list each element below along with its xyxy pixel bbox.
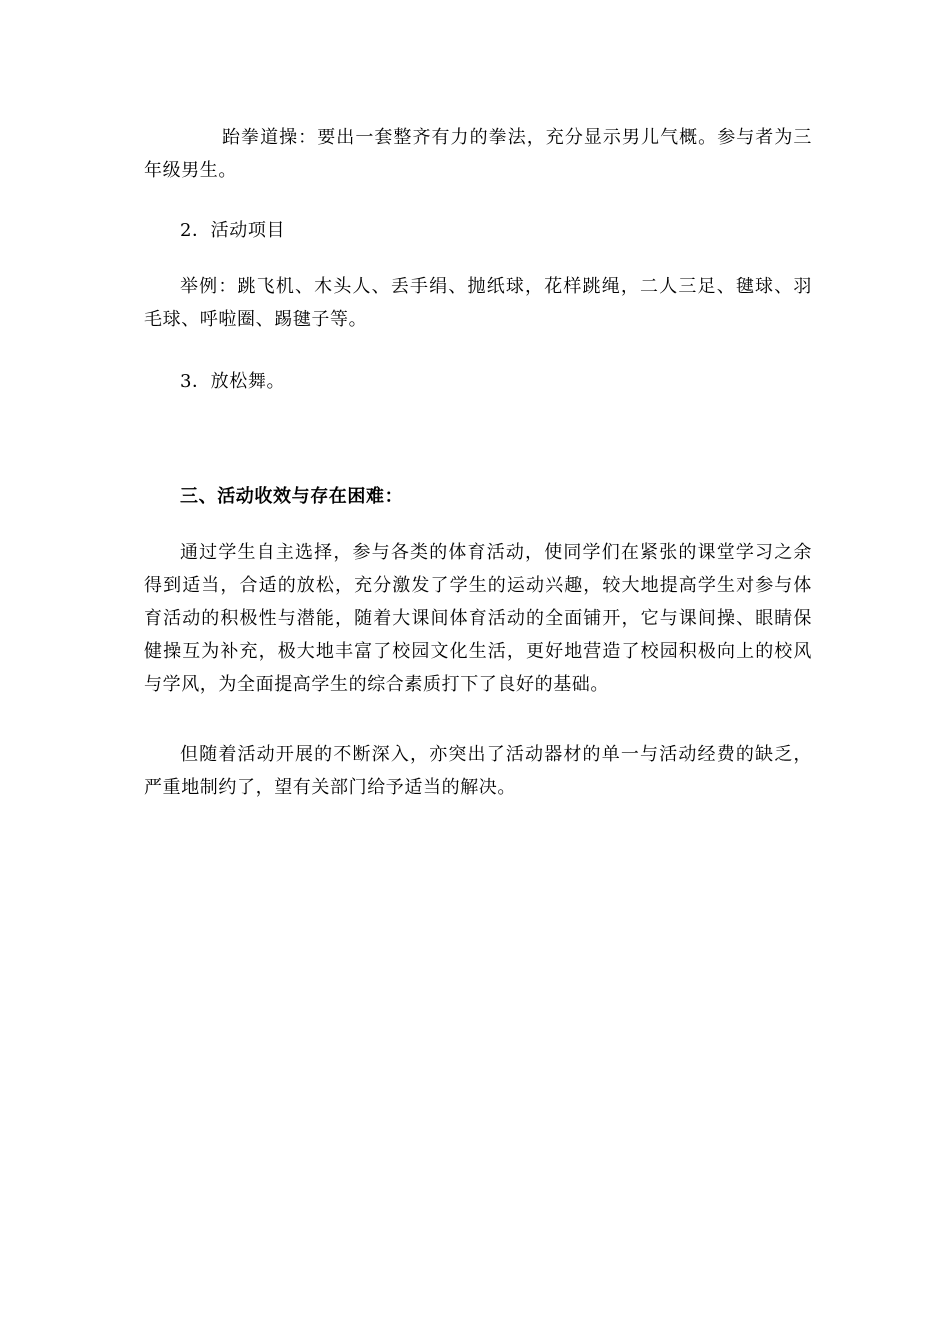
item-3-heading: 3．放松舞。: [180, 371, 286, 392]
taekwondo-paragraph: 跆拳道操：要出一套整齐有力的拳法，充分显示男儿气概。参与者为三年级男生。: [144, 127, 812, 181]
examples-paragraph: 举例：跳飞机、木头人、丢手绢、抛纸球，花样跳绳，二人三足、毽球、羽毛球、呼啦圈、踢毽子等。: [144, 276, 812, 330]
difficulties-paragraph: 但随着活动开展的不断深入，亦突出了活动器材的单一与活动经费的缺乏，严重地制约了，望有关部门给予适当的解决。: [144, 744, 812, 798]
section-3-heading: 三、活动收效与存在困难：: [180, 486, 404, 507]
results-paragraph: 通过学生自主选择，参与各类的体育活动，使同学们在紧张的课堂学习之余得到适当，合适的放松，充分激发了学生的运动兴趣，较大地提高学生对参与体育活动的积极性与潜能，随着大课间体育活动的全面铺开，它与课间操、眼睛保健操互为补充，极大地丰富了校园文化生活，更好地营造了校园积极向上的校风与学风，为全面提高学生的综合素质打下了良好的基础。: [144, 542, 812, 695]
item-2-heading: 2．活动项目: [180, 220, 286, 241]
